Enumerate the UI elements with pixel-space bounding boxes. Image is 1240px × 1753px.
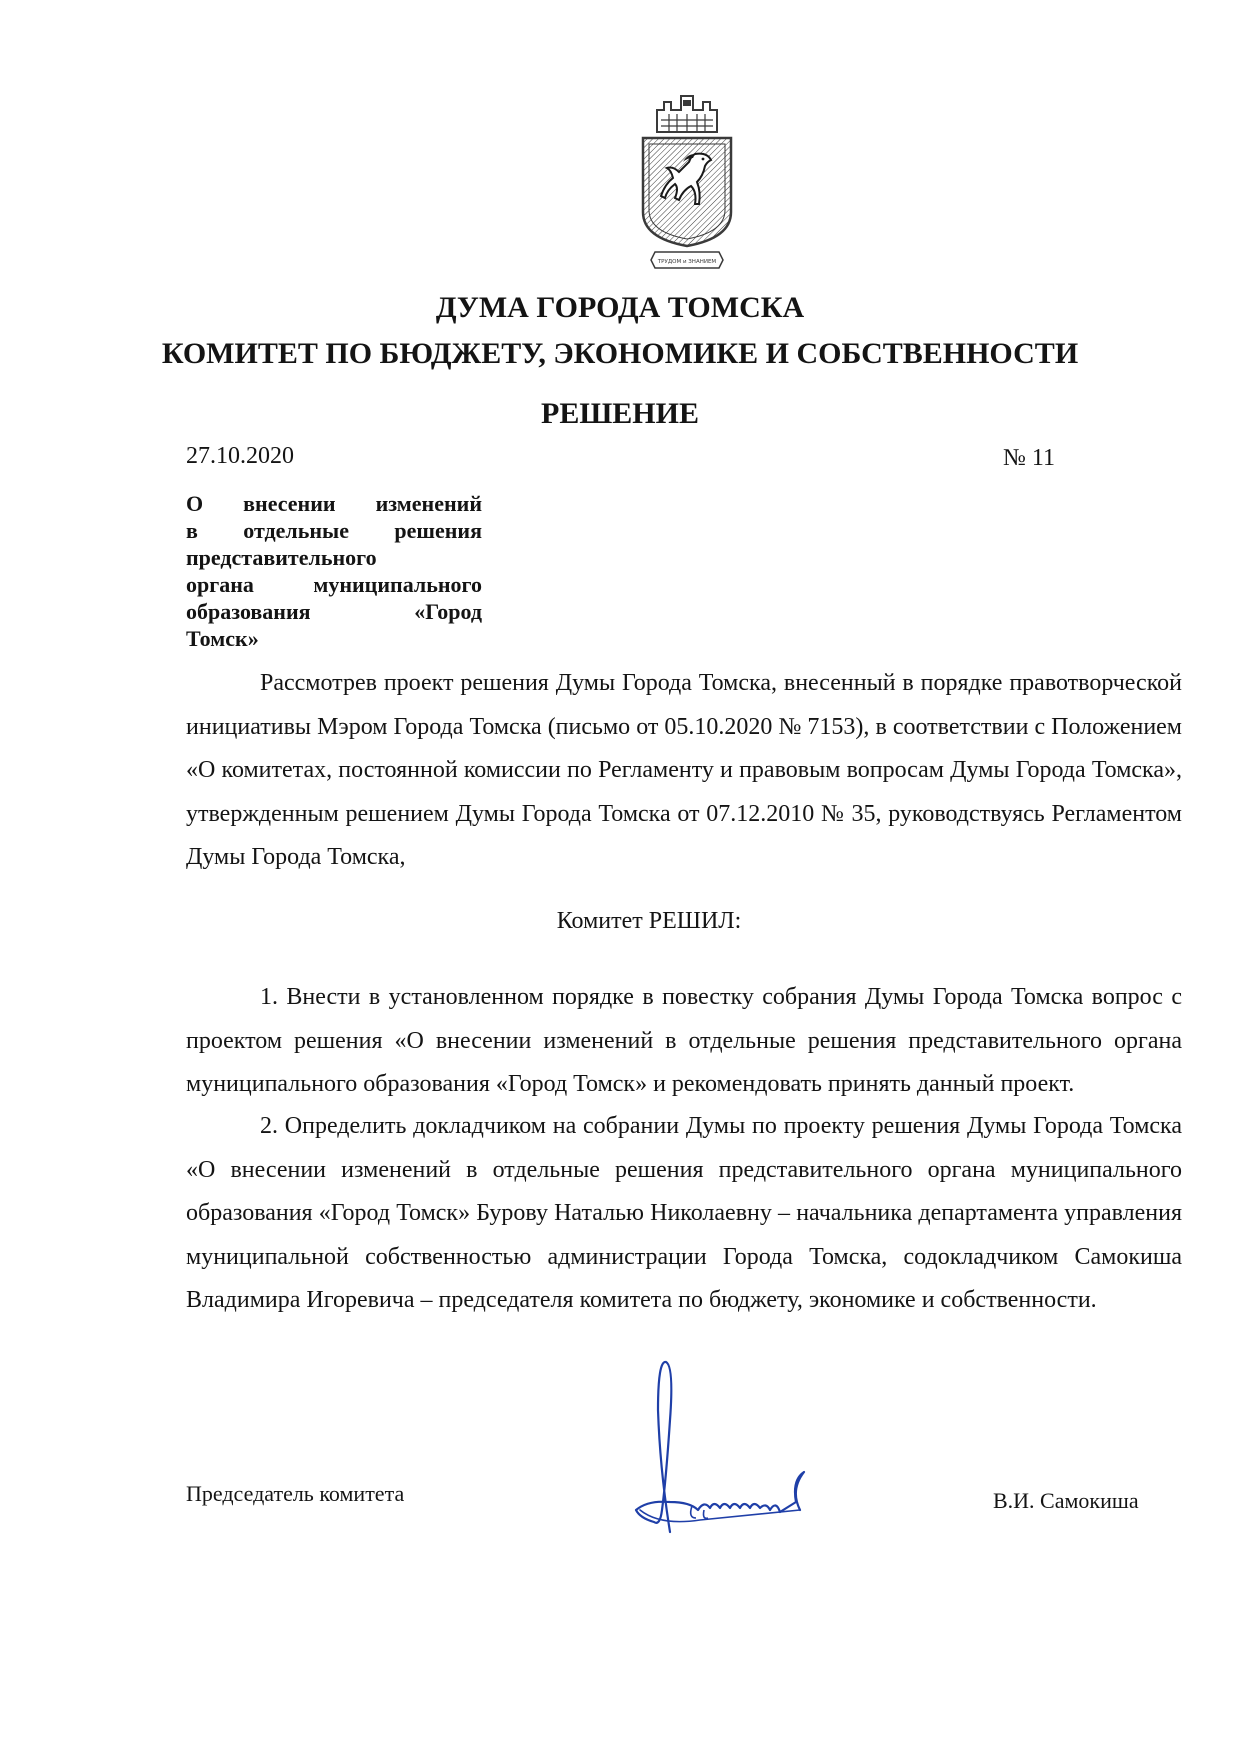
decision-subject [186, 490, 482, 652]
subject-line: представительного [186, 545, 377, 570]
handwritten-signature [600, 1350, 840, 1540]
preamble-paragraph: Рассмотрев проект решения Думы Города Томска, внесенный в порядке правотворческой инициативы Мэром Города Томска (письмо от 05.10.2020 № 7153), в соответствии с Положением «О комитетах, постоянной комиссии по Регламенту и правовым вопросам Думы Города Томска», утвержденным решением Думы Города Томска от 07.12.2010 № 35, руководствуясь Регламентом Думы Города Томска, [186, 670, 1182, 870]
signatory-position: Председатель комитета [186, 1481, 405, 1506]
resolution-item-1: 1. Внести в установленном порядке в повестку собрания Думы Города Томска вопрос с проектом решения «О внесении изменений в отдельные решения представительного органа муниципального образования «Город Томск» и рекомендовать принять данный проект. [186, 984, 1182, 1097]
resolution-item-2: 2. Определить докладчиком на собрании Думы по проекту решения Думы Города Томска «О внесении изменений в отдельные решения представительного органа муниципального образования «Город Томск» Бурову Наталью Николаевну – начальника департамента управления муниципальной собственностью администрации Города Томска, содокладчиком Самокиша Владимира Игоревича – председателя комитета по бюджету, экономике и собственности. [186, 1113, 1182, 1313]
resolved-heading: Комитет РЕШИЛ: [556, 908, 742, 934]
tomsk-coat-of-arms-icon [637, 92, 737, 269]
doc-type-title: РЕШЕНИЕ [541, 397, 699, 430]
subject-line: О внесении изменений [186, 491, 482, 516]
org-title: ДУМА ГОРОДА ТОМСКА [435, 291, 805, 324]
subject-line: образования «Город [186, 599, 482, 624]
decision-number: № 11 [1003, 445, 1056, 471]
subject-line: органа муниципального [186, 572, 482, 597]
signatory-name: В.И. Самокиша [993, 1488, 1139, 1513]
decision-date: 27.10.2020 [186, 443, 294, 469]
committee-title: КОМИТЕТ ПО БЮДЖЕТУ, ЭКОНОМИКЕ И СОБСТВЕННОСТИ [161, 337, 1079, 370]
subject-line: Томск» [186, 626, 259, 651]
subject-line: в отдельные решения [186, 518, 482, 543]
svg-text:ТРУДОМ и ЗНАНИЕМ: ТРУДОМ и ЗНАНИЕМ [657, 259, 717, 265]
